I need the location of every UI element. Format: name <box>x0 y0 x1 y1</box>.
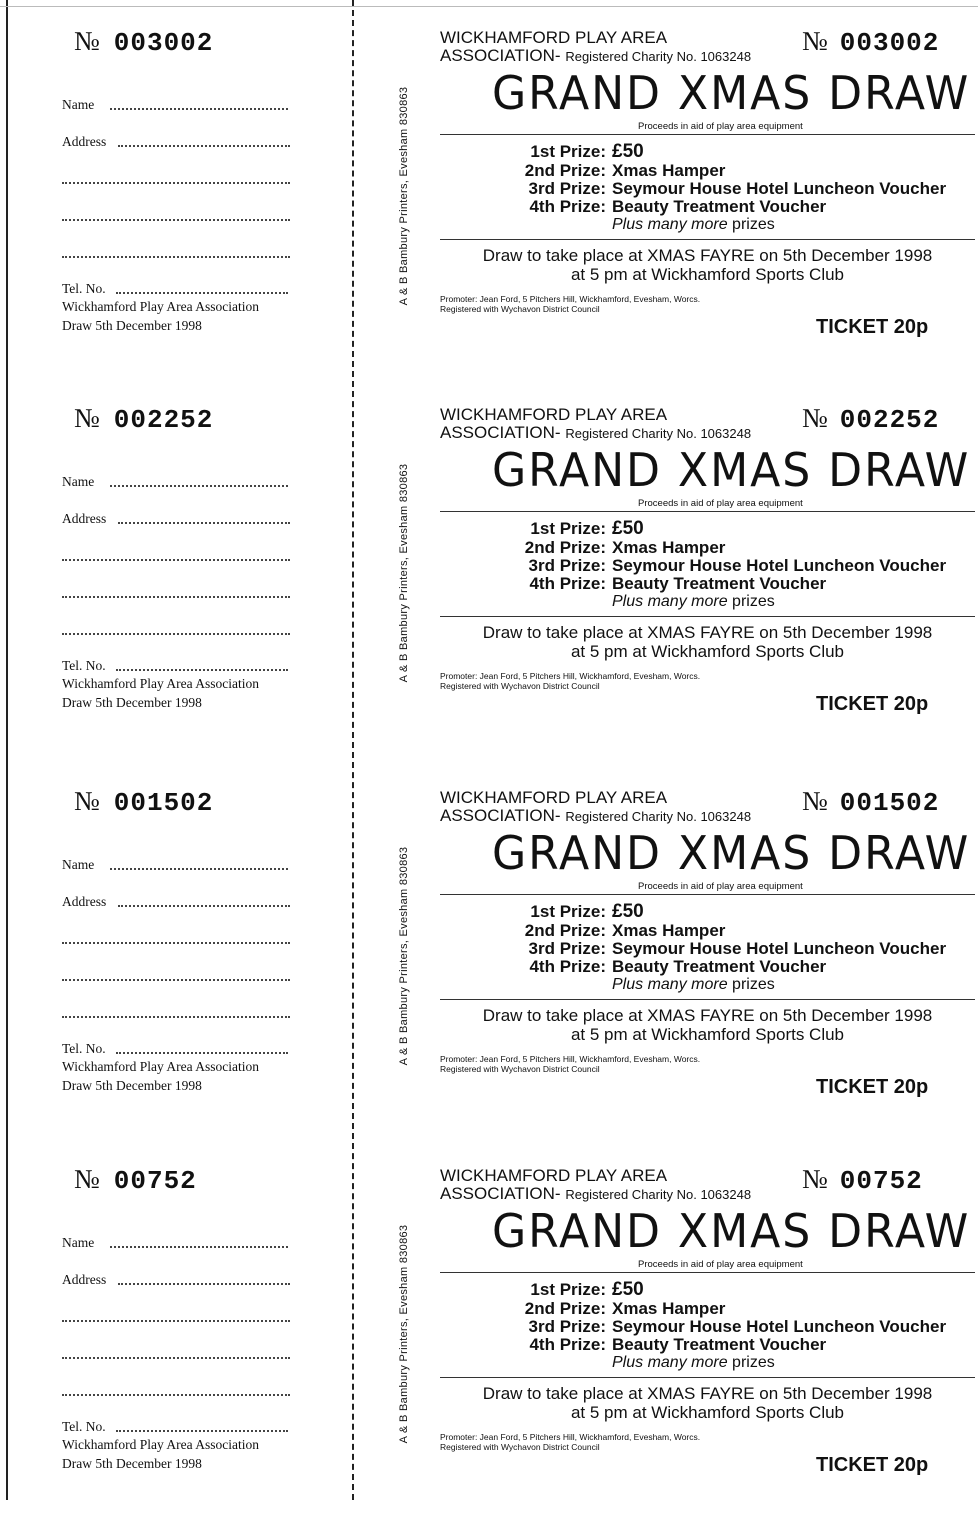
proceeds-note: Proceeds in aid of play area equipment <box>638 121 803 132</box>
prize-label: 3rd Prize: <box>528 1317 606 1336</box>
more-prizes-italic: Plus many more <box>612 976 728 993</box>
proceeds-note: Proceeds in aid of play area equipment <box>638 881 803 892</box>
prize-4 <box>506 957 826 977</box>
address-line[interactable] <box>118 905 290 907</box>
prize-1 <box>506 141 644 163</box>
draw-headline: GRAND XMAS DRAW <box>492 443 971 497</box>
number-prefix: № <box>802 26 828 56</box>
tel-line[interactable] <box>116 1430 288 1432</box>
ticket-number-value: 001502 <box>839 788 940 818</box>
address-line[interactable] <box>118 145 290 147</box>
draw-info-line2: at 5 pm at Wickhamford Sports Club <box>570 642 845 661</box>
divider-bottom <box>440 999 975 1000</box>
ticket-stub <box>60 0 340 376</box>
address-line-3[interactable] <box>62 219 290 221</box>
draw-info-line2: at 5 pm at Wickhamford Sports Club <box>570 1403 845 1422</box>
prize-label: 3rd Prize: <box>528 556 606 575</box>
ticket-number-value: 002252 <box>839 405 940 435</box>
more-prizes-italic: Plus many more <box>612 216 728 233</box>
stub-association: Wickhamford Play Area Association <box>62 1437 260 1452</box>
more-prizes <box>612 1354 775 1372</box>
promoter-line: Promoter: Jean Ford, 5 Pitchers Hill, Wickhamford, Evesham, Worcs. <box>440 1054 701 1064</box>
divider-top <box>440 134 975 135</box>
ticket-number <box>802 1164 923 1196</box>
prize-2 <box>506 538 725 558</box>
prize-3 <box>506 939 946 959</box>
stub-number <box>74 1164 197 1196</box>
address-line-4[interactable] <box>62 633 290 635</box>
org-name-line1: WICKHAMFORD PLAY AREA <box>440 405 668 424</box>
address-line-2[interactable] <box>62 1320 290 1322</box>
ticket-number <box>802 403 939 435</box>
ticket-price: TICKET 20p <box>816 316 929 338</box>
prize-label: 1st Prize: <box>530 142 606 161</box>
ticket-row <box>0 0 978 376</box>
org-name-association: ASSOCIATION- <box>440 1184 561 1203</box>
org-name-association: ASSOCIATION- <box>440 806 561 825</box>
draw-headline: GRAND XMAS DRAW <box>492 1204 971 1258</box>
number-prefix: № <box>74 1164 100 1194</box>
prize-3 <box>506 556 946 576</box>
prize-value: Beauty Treatment Voucher <box>612 1335 827 1354</box>
divider-top <box>440 511 975 512</box>
charity-number: Registered Charity No. 1063248 <box>565 49 752 64</box>
name-label: Name <box>62 857 95 872</box>
ticket-price: TICKET 20p <box>816 1076 929 1098</box>
stub-number-value: 002252 <box>113 405 214 435</box>
prize-value: Seymour House Hotel Luncheon Voucher <box>612 1317 947 1336</box>
ticket-row <box>0 760 978 1136</box>
address-line[interactable] <box>118 522 290 524</box>
divider-bottom <box>440 1377 975 1378</box>
ticket-body <box>440 377 975 753</box>
prize-label: 3rd Prize: <box>528 939 606 958</box>
prize-value: Xmas Hamper <box>612 161 726 180</box>
printer-credit-text: A & B Bambury Printers, Evesham 830863 <box>398 86 410 306</box>
printer-credit-text: A & B Bambury Printers, Evesham 830863 <box>398 846 410 1066</box>
ticket-row <box>0 377 978 753</box>
address-line-4[interactable] <box>62 1016 290 1018</box>
prize-value: Beauty Treatment Voucher <box>612 197 827 216</box>
address-line-4[interactable] <box>62 1394 290 1396</box>
org-name-line1: WICKHAMFORD PLAY AREA <box>440 788 668 807</box>
name-label: Name <box>62 474 95 489</box>
prize-value: Beauty Treatment Voucher <box>612 574 827 593</box>
stub-draw-date: Draw 5th December 1998 <box>62 1078 202 1093</box>
printer-credit <box>390 453 418 693</box>
tel-label: Tel. No. <box>62 1041 106 1056</box>
prize-3 <box>506 179 946 199</box>
prize-label: 4th Prize: <box>529 957 606 976</box>
prize-value: Seymour House Hotel Luncheon Voucher <box>612 556 947 575</box>
prize-label: 4th Prize: <box>529 574 606 593</box>
name-line[interactable] <box>110 108 288 110</box>
address-line-2[interactable] <box>62 942 290 944</box>
prize-label: 4th Prize: <box>529 1335 606 1354</box>
prize-label: 2nd Prize: <box>524 921 606 940</box>
more-prizes-rest: prizes <box>727 1354 775 1371</box>
address-line-3[interactable] <box>62 1357 290 1359</box>
tel-label: Tel. No. <box>62 658 106 673</box>
promoter-line: Promoter: Jean Ford, 5 Pitchers Hill, Wickhamford, Evesham, Worcs. <box>440 1432 701 1442</box>
council-registration: Registered with Wychavon District Council <box>440 304 600 314</box>
stub-number <box>74 26 213 58</box>
tel-label: Tel. No. <box>62 1419 106 1434</box>
ticket-number <box>802 786 939 818</box>
number-prefix: № <box>802 403 828 433</box>
ticket-row <box>0 1138 978 1514</box>
prize-1 <box>506 901 644 923</box>
printer-credit <box>390 76 418 316</box>
stub-number <box>74 403 213 435</box>
stub-draw-date: Draw 5th December 1998 <box>62 695 202 710</box>
more-prizes <box>612 216 775 234</box>
address-line-2[interactable] <box>62 559 290 561</box>
address-line[interactable] <box>118 1283 290 1285</box>
more-prizes-rest: prizes <box>727 593 775 610</box>
prize-2 <box>506 161 725 181</box>
ticket-body <box>440 760 975 1136</box>
prize-value: Seymour House Hotel Luncheon Voucher <box>612 179 947 198</box>
stub-association: Wickhamford Play Area Association <box>62 299 260 314</box>
org-name-association: ASSOCIATION- <box>440 423 561 442</box>
prize-1 <box>506 1279 644 1301</box>
address-label: Address <box>62 511 107 526</box>
name-label: Name <box>62 1235 95 1250</box>
stub-number-value: 00752 <box>113 1166 197 1196</box>
tel-label: Tel. No. <box>62 281 106 296</box>
prize-4 <box>506 1335 826 1355</box>
stub-number-value: 003002 <box>113 28 214 58</box>
stub-number <box>74 786 213 818</box>
council-registration: Registered with Wychavon District Council <box>440 681 600 691</box>
number-prefix: № <box>74 26 100 56</box>
draw-headline: GRAND XMAS DRAW <box>492 826 971 880</box>
name-line[interactable] <box>110 485 288 487</box>
more-prizes-italic: Plus many more <box>612 593 728 610</box>
prize-2 <box>506 921 725 941</box>
prize-value: £50 <box>612 901 644 922</box>
printer-credit <box>390 836 418 1076</box>
ticket-price: TICKET 20p <box>816 1454 929 1476</box>
more-prizes-rest: prizes <box>727 216 775 233</box>
ticket-stub <box>60 377 340 753</box>
prize-value: Xmas Hamper <box>612 1299 726 1318</box>
org-name-association: ASSOCIATION- <box>440 46 561 65</box>
divider-top <box>440 894 975 895</box>
tel-line[interactable] <box>116 1052 288 1054</box>
prize-label: 2nd Prize: <box>524 161 606 180</box>
draw-info-line1: Draw to take place at XMAS FAYRE on 5th December 1998 <box>482 1006 933 1025</box>
promoter-line: Promoter: Jean Ford, 5 Pitchers Hill, Wickhamford, Evesham, Worcs. <box>440 294 701 304</box>
address-line-2[interactable] <box>62 182 290 184</box>
prize-4 <box>506 197 826 217</box>
prize-value: Xmas Hamper <box>612 538 726 557</box>
address-label: Address <box>62 134 107 149</box>
printer-credit <box>390 1214 418 1454</box>
stub-association: Wickhamford Play Area Association <box>62 676 260 691</box>
ticket-stub <box>60 760 340 1136</box>
divider-top <box>440 1272 975 1273</box>
ticket-price: TICKET 20p <box>816 693 929 715</box>
divider-bottom <box>440 616 975 617</box>
prize-label: 1st Prize: <box>530 902 606 921</box>
more-prizes <box>612 976 775 994</box>
address-label: Address <box>62 894 107 909</box>
org-name-line1: WICKHAMFORD PLAY AREA <box>440 1166 668 1185</box>
prize-label: 2nd Prize: <box>524 538 606 557</box>
tel-line[interactable] <box>116 292 288 294</box>
prize-value: Xmas Hamper <box>612 921 726 940</box>
more-prizes-italic: Plus many more <box>612 1354 728 1371</box>
draw-info-line1: Draw to take place at XMAS FAYRE on 5th December 1998 <box>482 623 933 642</box>
ticket-body <box>440 1138 975 1514</box>
prize-label: 3rd Prize: <box>528 179 606 198</box>
prize-value: £50 <box>612 141 644 162</box>
address-line-3[interactable] <box>62 979 290 981</box>
name-label: Name <box>62 97 95 112</box>
ticket-stub <box>60 1138 340 1514</box>
tel-line[interactable] <box>116 669 288 671</box>
promoter-line: Promoter: Jean Ford, 5 Pitchers Hill, Wickhamford, Evesham, Worcs. <box>440 671 701 681</box>
number-prefix: № <box>802 1164 828 1194</box>
prize-3 <box>506 1317 946 1337</box>
draw-info-line1: Draw to take place at XMAS FAYRE on 5th December 1998 <box>482 1384 933 1403</box>
name-line[interactable] <box>110 1246 288 1248</box>
prize-value: Beauty Treatment Voucher <box>612 957 827 976</box>
proceeds-note: Proceeds in aid of play area equipment <box>638 1259 803 1270</box>
stub-number-value: 001502 <box>113 788 214 818</box>
org-name-line2 <box>440 46 751 66</box>
more-prizes <box>612 593 775 611</box>
prize-label: 1st Prize: <box>530 519 606 538</box>
org-name-line2 <box>440 806 751 826</box>
council-registration: Registered with Wychavon District Council <box>440 1064 600 1074</box>
ticket-body <box>440 0 975 376</box>
charity-number: Registered Charity No. 1063248 <box>565 1187 752 1202</box>
draw-info-line2: at 5 pm at Wickhamford Sports Club <box>570 265 845 284</box>
ticket-number <box>802 26 939 58</box>
stub-association: Wickhamford Play Area Association <box>62 1059 260 1074</box>
divider-bottom <box>440 239 975 240</box>
prize-label: 2nd Prize: <box>524 1299 606 1318</box>
draw-info-line2: at 5 pm at Wickhamford Sports Club <box>570 1025 845 1044</box>
printer-credit-text: A & B Bambury Printers, Evesham 830863 <box>398 1224 410 1444</box>
org-name-line2 <box>440 423 751 443</box>
prize-value: £50 <box>612 1279 644 1300</box>
prize-value: Seymour House Hotel Luncheon Voucher <box>612 939 947 958</box>
org-name-line1: WICKHAMFORD PLAY AREA <box>440 28 668 47</box>
draw-info-line1: Draw to take place at XMAS FAYRE on 5th December 1998 <box>482 246 933 265</box>
address-line-4[interactable] <box>62 256 290 258</box>
org-name-line2 <box>440 1184 751 1204</box>
stub-draw-date: Draw 5th December 1998 <box>62 1456 202 1471</box>
prize-label: 1st Prize: <box>530 1280 606 1299</box>
prize-label: 4th Prize: <box>529 197 606 216</box>
charity-number: Registered Charity No. 1063248 <box>565 426 752 441</box>
prize-4 <box>506 574 826 594</box>
ticket-number-value: 00752 <box>839 1166 923 1196</box>
more-prizes-rest: prizes <box>727 976 775 993</box>
name-line[interactable] <box>110 868 288 870</box>
address-line-3[interactable] <box>62 596 290 598</box>
stub-draw-date: Draw 5th December 1998 <box>62 318 202 333</box>
prize-2 <box>506 1299 725 1319</box>
draw-headline: GRAND XMAS DRAW <box>492 66 971 120</box>
number-prefix: № <box>802 786 828 816</box>
number-prefix: № <box>74 403 100 433</box>
prize-1 <box>506 518 644 540</box>
proceeds-note: Proceeds in aid of play area equipment <box>638 498 803 509</box>
charity-number: Registered Charity No. 1063248 <box>565 809 752 824</box>
printer-credit-text: A & B Bambury Printers, Evesham 830863 <box>398 463 410 683</box>
number-prefix: № <box>74 786 100 816</box>
ticket-number-value: 003002 <box>839 28 940 58</box>
address-label: Address <box>62 1272 107 1287</box>
prize-value: £50 <box>612 518 644 539</box>
council-registration: Registered with Wychavon District Council <box>440 1442 600 1452</box>
